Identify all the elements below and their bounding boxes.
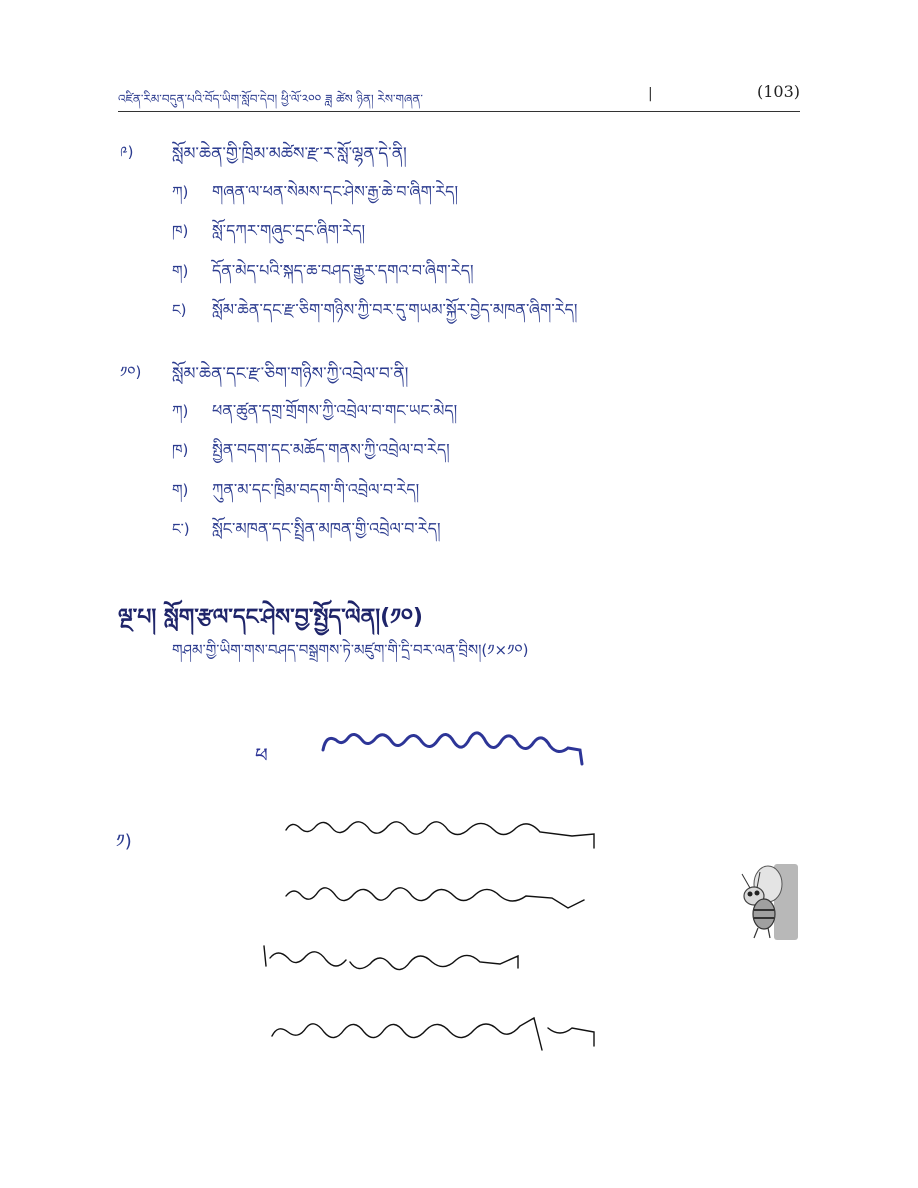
option-label: ཁ) (172, 222, 189, 240)
handwriting-line-3 (260, 938, 522, 988)
section-title: ལྔ་པ། སློག་རྩལ་དང་ཤེས་བྱ་སྤྱོད་ལེན།(༡༠) (118, 605, 423, 630)
handwriting-line-2 (282, 878, 588, 918)
question-text: སློམ་ཆེན་དང་རྫ་ཅིག་གཉིས་ཀྱི་འབྲེལ་བ་ནི། (172, 364, 409, 384)
option-text: སློང་མཁན་དང་སྤྲིན་མཁན་གྱི་འབྲེལ་བ་རེད། (212, 519, 441, 538)
question-text: སློམ་ཆེན་གྱི་ཁྲིམ་མཚེས་རྫ་ར་སློ་ལྷན་དེ་ནི། (172, 144, 407, 164)
section-instruction: གཤམ་གྱི་ཡིག་གས་བཤད་བསྒྲགས་ཏེ་མཛུག་གི་དྲི་བར་ལན་བྲིས།(༡×༡༠) (172, 641, 529, 659)
exercise-number: ༡) (116, 831, 132, 852)
option-text: ཀུན་མ་དང་ཁྲིམ་བདག་གི་འབྲེལ་བ་རེད། (212, 480, 420, 499)
handwriting-line-4 (268, 1010, 598, 1060)
option-label: ཀ) (172, 183, 189, 201)
option-text: སྤྱིན་བདག་དང་མཆོད་གནས་ཀྱི་འབྲེལ་བ་རེད། (212, 440, 450, 459)
option-label: ཁ) (172, 441, 189, 459)
option-label: ཀ) (172, 402, 189, 420)
running-title: འཛིན་རིམ་བདུན་པའི་བོད་ཡིག་སློབ་དེབ། ཕྱི་ལོ་༢༠༠ ཟླ ཚེས ཉིན། རེས་གཞན་ (118, 92, 423, 106)
example-label: ཕ (255, 743, 268, 767)
header-rule (118, 111, 800, 112)
bee-cartoon-icon (724, 862, 800, 942)
option-label: ང་) (172, 520, 190, 538)
header-marker: | (648, 86, 653, 102)
option-label: ང) (172, 301, 187, 319)
handwritten-example-script (318, 720, 588, 772)
page-header (118, 82, 800, 112)
option-label: ག) (172, 262, 189, 280)
option-text: ཕན་ཚུན་དགྲ་གྲོགས་ཀྱི་འབྲེལ་བ་གང་ཡང་མེད། (212, 401, 458, 420)
option-text: སློམ་ཆེན་དང་རྫ་ཅིག་གཉིས་ཀྱི་བར་དུ་གཡམ་སྐྱོར་བྱེད་མཁན་ཞིག་རེད། (212, 300, 578, 319)
option-label: ག) (172, 481, 189, 499)
question-number: ༩) (120, 143, 134, 161)
handwriting-line-1 (282, 812, 598, 852)
option-text: དོན་མེད་པའི་སྐད་ཆ་བཤད་རྒྱུར་དགའ་བ་ཞིག་རེད། (212, 261, 474, 280)
question-number: ༡༠) (120, 363, 142, 381)
page-number: (103) (756, 82, 800, 101)
option-text: གཞན་ལ་ཕན་སེམས་དང་ཤེས་རྒྱ་ཆེ་བ་ཞིག་རེད། (212, 182, 459, 201)
option-text: སློ་དཀར་གཞུང་དྲང་ཞིག་རེད། (212, 221, 366, 240)
